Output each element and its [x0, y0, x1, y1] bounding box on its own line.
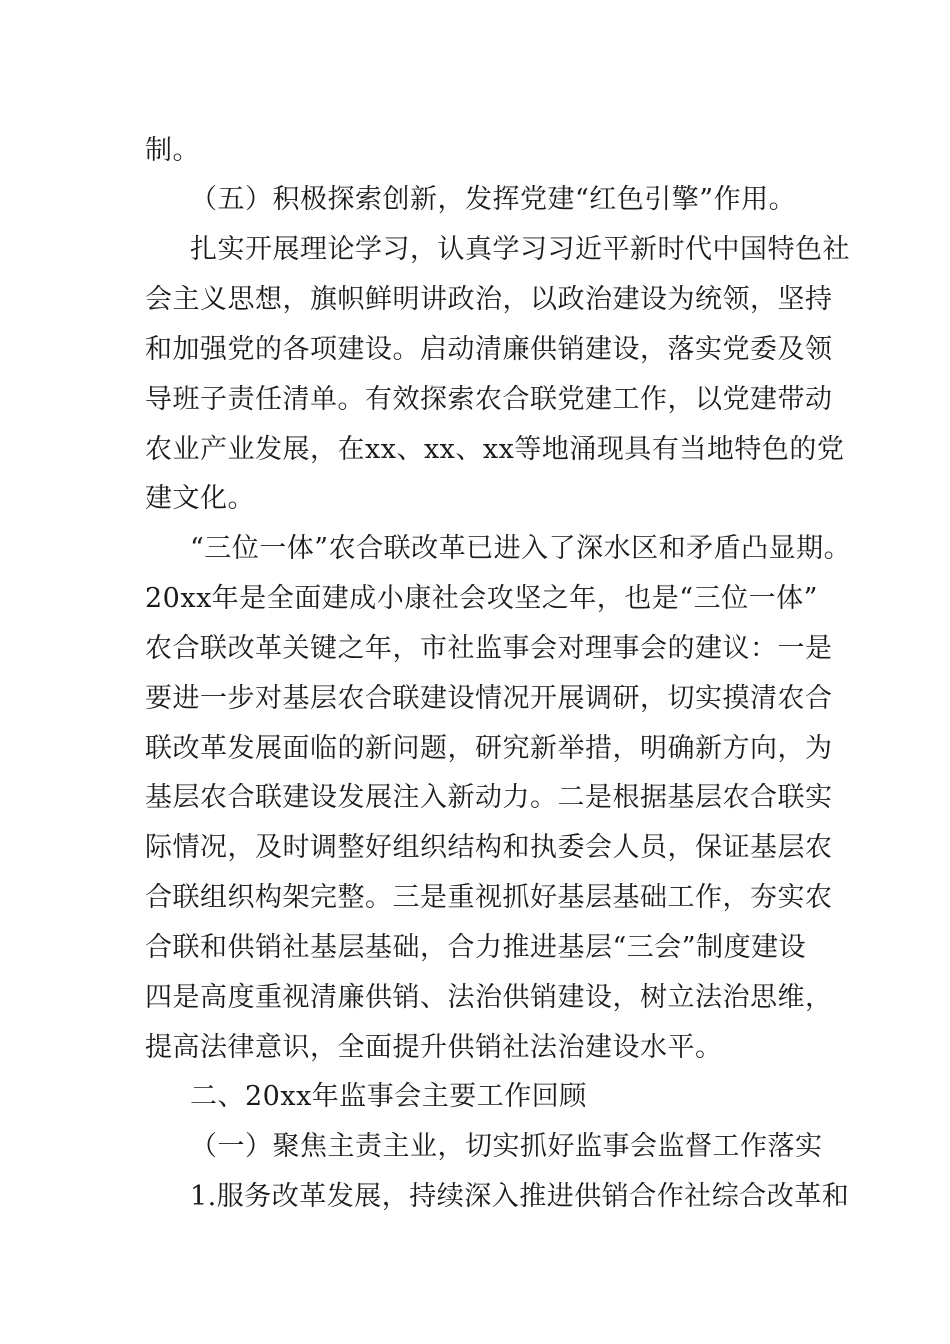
- text-line: 合联组织构架完整。三是重视抓好基层基础工作，夯实农: [145, 882, 833, 913]
- subsection-heading: （一）聚焦主责主业，切实抓好监事会监督工作落实: [190, 1131, 823, 1162]
- text-line: 合联和供销社基层基础，合力推进基层“三会”制度建设: [145, 932, 807, 963]
- text-line: 导班子责任清单。有效探索农合联党建工作，以党建带动: [145, 384, 833, 415]
- section-heading: 二、20xx年监事会主要工作回顾: [190, 1081, 587, 1112]
- text-line: 农业产业发展，在xx、xx、xx等地涌现具有当地特色的党: [145, 434, 845, 465]
- text-line: 联改革发展面临的新问题，研究新举措，明确新方向，为: [145, 733, 833, 764]
- text-line: 制。: [145, 135, 200, 166]
- text-line: 提高法律意识，全面提升供销社法治建设水平。: [145, 1032, 723, 1063]
- section-heading: （五）积极探索创新，发挥党建“红色引擎”作用。: [190, 184, 797, 215]
- text-line: “三位一体”农合联改革已进入了深水区和矛盾凸显期。: [190, 533, 852, 564]
- text-line: 和加强党的各项建设。启动清廉供销建设，落实党委及领: [145, 334, 833, 365]
- text-line: 扎实开展理论学习，认真学习习近平新时代中国特色社: [190, 234, 850, 265]
- text-line: 农合联改革关键之年，市社监事会对理事会的建议：一是: [145, 633, 833, 664]
- text-line: 四是高度重视清廉供销、法治供销建设，树立法治思维，: [145, 982, 833, 1013]
- text-line: 1.服务改革发展，持续深入推进供销合作社综合改革和: [190, 1181, 850, 1212]
- text-line: 20xx年是全面建成小康社会攻坚之年，也是“三位一体”: [145, 583, 818, 614]
- text-line: 基层农合联建设发展注入新动力。二是根据基层农合联实: [145, 782, 833, 813]
- text-line: 际情况，及时调整好组织结构和执委会人员，保证基层农: [145, 832, 833, 863]
- text-line: 会主义思想，旗帜鲜明讲政治，以政治建设为统领，坚持: [145, 284, 833, 315]
- text-line: 要进一步对基层农合联建设情况开展调研，切实摸清农合: [145, 683, 833, 714]
- text-line: 建文化。: [145, 483, 255, 514]
